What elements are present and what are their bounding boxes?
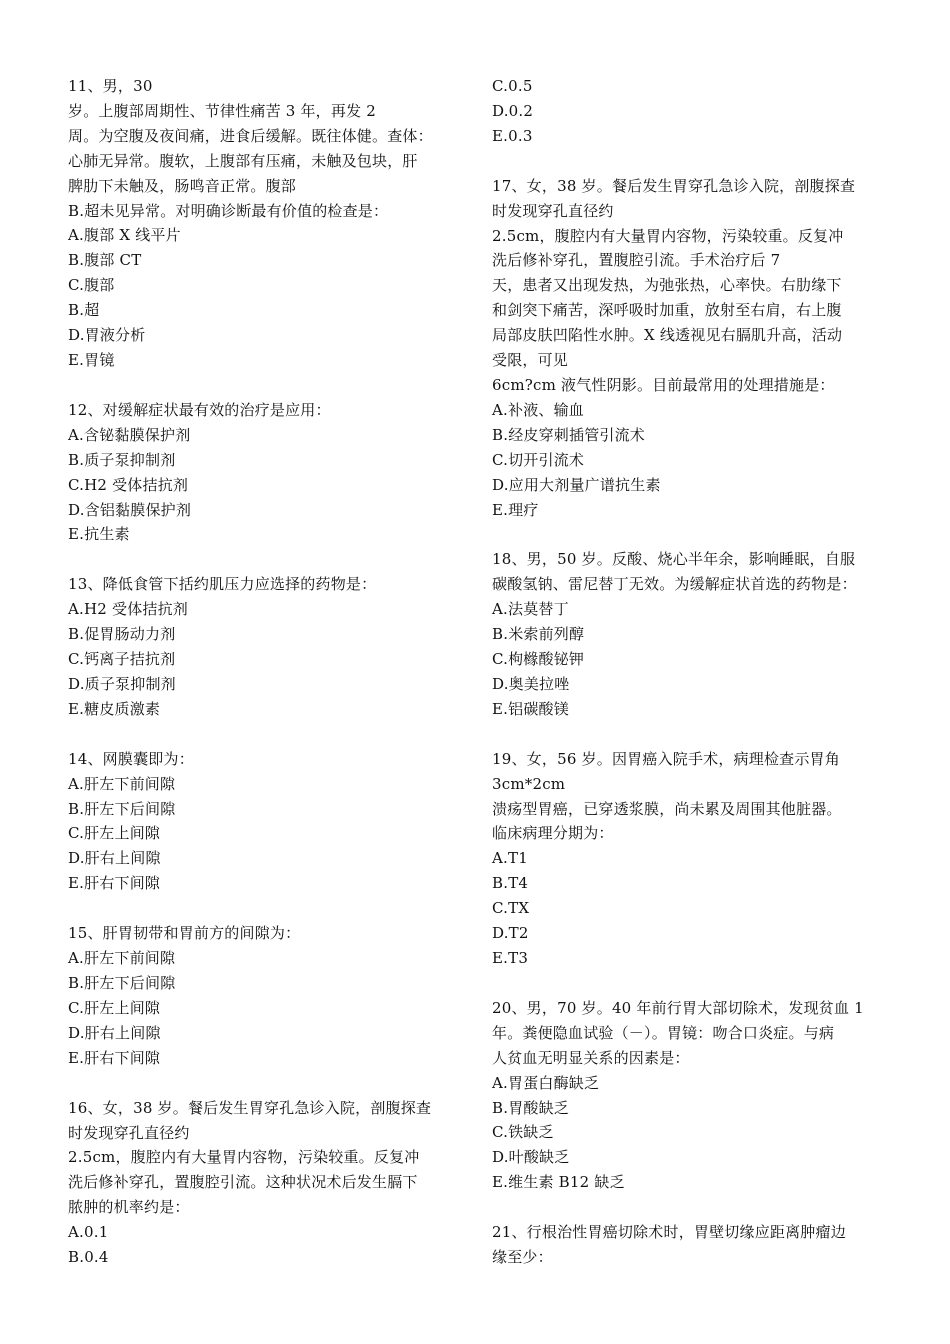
question-line: E.抗生素 [68, 525, 130, 544]
question-line: 天，患者又出现发热，为弛张热，心率快。右肋缘下 [492, 276, 842, 295]
question-line: B.T4 [492, 874, 529, 893]
question-line: E.肝右下间隙 [68, 874, 161, 893]
question-line: A.腹部 X 线平片 [68, 226, 181, 245]
question-line: D.奥美拉唑 [492, 674, 570, 693]
question-line: A.肝左下前间隙 [68, 774, 176, 793]
question-line: 脾肋下未触及，肠鸣音正常。腹部 [68, 176, 297, 195]
question-line: B.超未见异常。对明确诊断最有价值的检查是： [68, 201, 389, 220]
question-block [68, 1096, 468, 1270]
question-line: A.胃蛋白酶缺乏 [492, 1073, 600, 1092]
question-line: D.T2 [492, 924, 529, 943]
question-line: B.经皮穿刺插管引流术 [492, 425, 645, 444]
question-line: B.质子泵抑制剂 [68, 450, 176, 469]
question-line: A.含铋黏膜保护剂 [68, 425, 191, 444]
question-line: A.0.1 [68, 1223, 109, 1242]
question-block [492, 74, 892, 149]
question-line: C.铁缺乏 [492, 1123, 554, 1142]
question-line: 2.5cm，腹腔内有大量胃内容物，污染较重。反复冲 [68, 1148, 420, 1167]
question-line: D.含铝黏膜保护剂 [68, 500, 192, 519]
question-line: 碳酸氢钠、雷尼替丁无效。为缓解症状首选的药物是： [492, 575, 857, 594]
question-line: C.枸橼酸铋钾 [492, 650, 585, 669]
question-line: D.肝右上间隙 [68, 1023, 161, 1042]
question-line: 溃疡型胃癌，已穿透浆膜，尚未累及周围其他脏器。 [492, 799, 842, 818]
question-line: E.理疗 [492, 500, 539, 519]
question-block [68, 398, 468, 547]
question-block [492, 547, 892, 721]
question-line: B.胃酸缺乏 [492, 1098, 569, 1117]
question-line: B.0.4 [68, 1248, 109, 1267]
question-line: 心肺无异常。腹软，上腹部有压痛，未触及包块，肝 [68, 151, 418, 170]
question-line: C.0.5 [492, 77, 533, 95]
question-line: B.促胃肠动力剂 [68, 625, 176, 644]
question-line: 周。为空腹及夜间痛，进食后缓解。既往体健。查体： [68, 126, 433, 145]
question-line: A.H2 受体拮抗剂 [68, 600, 188, 619]
question-line: 11、男，30 [68, 77, 153, 95]
question-line: 受限，可见 [492, 351, 569, 370]
question-line: E.T3 [492, 949, 529, 967]
question-block [68, 74, 468, 373]
question-line: 2.5cm，腹腔内有大量胃内容物，污染较重。反复冲 [492, 226, 844, 245]
question-line: D.叶酸缺乏 [492, 1148, 570, 1167]
question-line: 岁。上腹部周期性、节律性痛苦 3 年，再发 2 [68, 101, 376, 120]
question-line: E.胃镜 [68, 350, 115, 369]
question-line: 20、男，70 岁。40 年前行胃大部切除术，发现贫血 1 [492, 998, 864, 1017]
question-line: 临床病理分期为： [492, 824, 614, 843]
right-column [492, 74, 892, 1295]
question-line: B.肝左下后间隙 [68, 974, 176, 992]
question-line: B.肝左下后间隙 [68, 799, 176, 818]
question-line: E.0.3 [492, 126, 533, 145]
question-line: E.铝碳酸镁 [492, 699, 569, 718]
question-block [68, 921, 468, 1070]
question-line: 17、女，38 岁。餐后发生胃穿孔急诊入院，剖腹探查 [492, 176, 856, 195]
question-line: 15、肝胃韧带和胃前方的间隙为： [68, 924, 301, 943]
question-line: 19、女，56 岁。因胃癌入院手术，病理检查示胃角 [492, 749, 840, 768]
question-line: C.肝左上间隙 [68, 824, 161, 843]
question-line: D.应用大剂量广谱抗生素 [492, 475, 661, 494]
question-line: D.胃液分析 [68, 326, 146, 345]
question-line: C.TX [492, 899, 530, 918]
question-line: 和剑突下痛苦，深呼吸时加重，放射至右肩，右上腹 [492, 301, 842, 320]
question-line: 时发现穿孔直径约 [492, 201, 614, 220]
question-line: A.补液、输血 [492, 400, 585, 419]
question-line: 洗后修补穿孔，置腹腔引流。这种状况术后发生膈下 [68, 1173, 418, 1192]
question-line: C.腹部 [68, 276, 115, 295]
question-line: 21、行根治性胃癌切除术时，胃壁切缘应距离肿瘤边 [492, 1223, 846, 1242]
question-line: 14、网膜囊即为： [68, 749, 194, 768]
question-line: B.米索前列醇 [492, 625, 585, 644]
question-block [492, 174, 892, 523]
question-line: D.0.2 [492, 101, 534, 120]
question-line: 局部皮肤凹陷性水肿。X 线透视见右膈肌升高，活动 [492, 326, 843, 345]
question-line: 12、对缓解症状最有效的治疗是应用： [68, 400, 331, 419]
question-line: D.肝右上间隙 [68, 849, 161, 868]
question-line: E.糖皮质激素 [68, 699, 161, 718]
question-line: 3cm*2cm [492, 774, 566, 793]
question-block [68, 572, 468, 721]
question-block [68, 747, 468, 896]
question-line: 脓肿的机率约是： [68, 1198, 190, 1217]
question-line: B.腹部 CT [68, 251, 142, 270]
question-line: C.H2 受体拮抗剂 [68, 475, 189, 494]
question-line: A.法莫替丁 [492, 600, 569, 619]
question-line: C.切开引流术 [492, 450, 585, 469]
question-line: 16、女，38 岁。餐后发生胃穿孔急诊入院，剖腹探查 [68, 1098, 432, 1117]
question-block [492, 747, 892, 971]
question-line: B.超 [68, 301, 100, 320]
question-line: 洗后修补穿孔，置腹腔引流。手术治疗后 7 [492, 251, 781, 270]
question-line: A.肝左下前间隙 [68, 949, 176, 968]
left-column [68, 74, 468, 1295]
question-line: 缘至少： [492, 1248, 553, 1267]
question-line: A.T1 [492, 849, 528, 868]
question-block [492, 996, 892, 1195]
question-block [492, 1220, 892, 1270]
question-line: 时发现穿孔直径约 [68, 1123, 190, 1142]
question-line: 年。粪便隐血试验（－）。胃镜：吻合口炎症。与病 [492, 1023, 835, 1042]
question-line: D.质子泵抑制剂 [68, 674, 176, 693]
question-line: C.钙离子拮抗剂 [68, 650, 176, 669]
question-line: 13、降低食管下括约肌压力应选择的药物是： [68, 575, 377, 594]
question-line: 18、男，50 岁。反酸、烧心半年余，影响睡眠，自服 [492, 550, 856, 569]
question-line: C.肝左上间隙 [68, 998, 161, 1017]
question-line: E.维生素 B12 缺乏 [492, 1173, 625, 1192]
question-line: 6cm?cm 液气性阴影。目前最常用的处理措施是： [492, 375, 835, 394]
question-line: 人贫血无明显关系的因素是： [492, 1048, 690, 1067]
question-line: E.肝右下间隙 [68, 1048, 161, 1067]
